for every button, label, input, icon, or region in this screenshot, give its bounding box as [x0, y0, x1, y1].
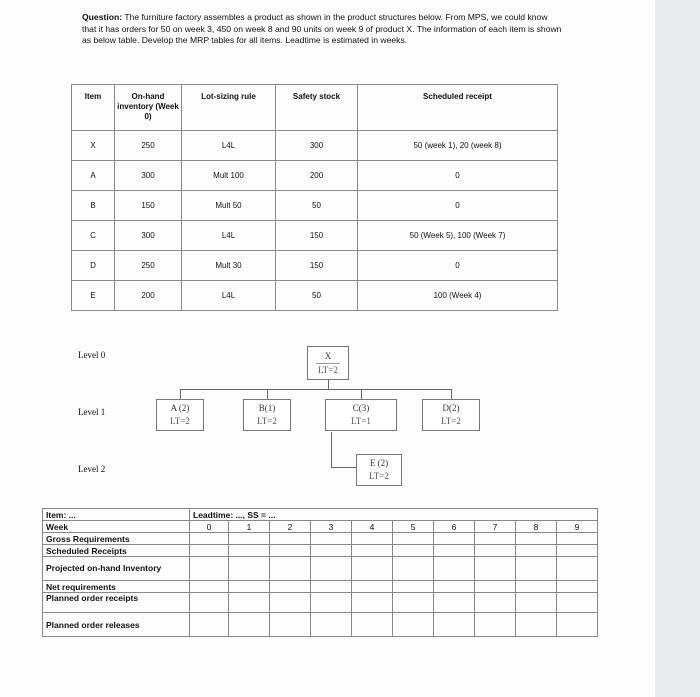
node-leadtime: LT=2 — [170, 416, 190, 426]
level-0-label: Level 0 — [78, 350, 106, 360]
week-number: 8 — [516, 521, 557, 533]
bom-node-b — [243, 399, 291, 431]
mrp-row-label: Scheduled Receipts — [43, 545, 190, 557]
cell-lot: L4L — [182, 281, 276, 311]
cell-ss: 50 — [276, 281, 358, 311]
week-number: 5 — [393, 521, 434, 533]
bom-node-c — [325, 399, 397, 431]
info-row-d — [72, 251, 558, 281]
connector — [267, 389, 268, 399]
header-lot-sizing: Lot-sizing rule — [182, 85, 276, 131]
header-onhand: On-hand inventory (Week 0) — [115, 85, 182, 131]
week-number: 7 — [475, 521, 516, 533]
mrp-row-projected — [43, 557, 598, 581]
cell-sr: 50 (week 1), 20 (week 8) — [358, 131, 558, 161]
info-header-row — [72, 85, 558, 131]
question-label: Question: — [82, 12, 123, 22]
node-leadtime: LT=2 — [257, 416, 277, 426]
cell-lot: Mult 50 — [182, 191, 276, 221]
mrp-row-receipts — [43, 593, 598, 613]
mrp-row-gross — [43, 533, 598, 545]
level-2-label: Level 2 — [78, 464, 106, 474]
connector — [451, 389, 452, 399]
node-leadtime: LT=2 — [441, 416, 461, 426]
info-row-a — [72, 161, 558, 191]
cell-item: D — [72, 251, 115, 281]
cell-item: E — [72, 281, 115, 311]
cell-sr: 100 (Week 4) — [358, 281, 558, 311]
cell-sr: 0 — [358, 191, 558, 221]
node-name: X — [324, 351, 332, 361]
node-name: D(2) — [442, 403, 460, 413]
mrp-row-label: Gross Requirements — [43, 533, 190, 545]
question-text: The furniture factory assembles a product as shown in the product structures below. From MPS, we could know that it has orders for 50 on week 3, 450 on week 8 and 90 units on week 9 of product X. The information of each item is shown as below table. Develop the MRP tables for all items. Leadtime is estimated in weeks. — [82, 12, 562, 45]
cell-onhand: 300 — [115, 161, 182, 191]
info-row-c — [72, 221, 558, 251]
cell-item: A — [72, 161, 115, 191]
item-info-table — [71, 84, 558, 311]
connector — [331, 432, 332, 468]
mrp-row-scheduled — [43, 545, 598, 557]
cell-onhand: 250 — [115, 251, 182, 281]
mrp-row-label: Planned order releases — [43, 613, 190, 637]
cell-onhand: 250 — [115, 131, 182, 161]
cell-item: B — [72, 191, 115, 221]
cell-ss: 300 — [276, 131, 358, 161]
header-scheduled-receipt: Scheduled receipt — [358, 85, 558, 131]
bom-node-x — [307, 346, 349, 380]
connector — [180, 389, 451, 390]
level-1-label: Level 1 — [78, 407, 106, 417]
node-leadtime: LT=1 — [351, 416, 371, 426]
connector — [361, 389, 362, 399]
mrp-leadtime-label: Leadtime: ..., SS = ... — [190, 509, 598, 521]
cell-sr: 0 — [358, 161, 558, 191]
mrp-row-net — [43, 581, 598, 593]
node-leadtime: LT=2 — [369, 471, 389, 481]
cell-item: X — [72, 131, 115, 161]
week-number: 9 — [557, 521, 598, 533]
node-name: C(3) — [352, 403, 370, 413]
mrp-row-label: Planned order receipts — [43, 593, 190, 613]
node-name: E (2) — [369, 458, 389, 468]
mrp-week-row — [43, 521, 598, 533]
info-row-e — [72, 281, 558, 311]
mrp-week-label: Week — [43, 521, 190, 533]
cell-ss: 150 — [276, 251, 358, 281]
cell-sr: 0 — [358, 251, 558, 281]
week-number: 0 — [190, 521, 229, 533]
week-number: 4 — [352, 521, 393, 533]
week-number: 2 — [270, 521, 311, 533]
cell-onhand: 300 — [115, 221, 182, 251]
bom-node-d — [422, 399, 480, 431]
cell-ss: 50 — [276, 191, 358, 221]
mrp-row-releases — [43, 613, 598, 637]
week-number: 6 — [434, 521, 475, 533]
week-number: 1 — [229, 521, 270, 533]
cell-lot: Mult 30 — [182, 251, 276, 281]
bom-node-e — [356, 454, 402, 486]
node-name: B(1) — [258, 403, 276, 413]
week-number: 3 — [311, 521, 352, 533]
cell-item: C — [72, 221, 115, 251]
info-row-b — [72, 191, 558, 221]
cell-ss: 150 — [276, 221, 358, 251]
cell-onhand: 200 — [115, 281, 182, 311]
question-paragraph — [82, 12, 562, 47]
header-safety-stock: Safety stock — [276, 85, 358, 131]
header-item: Item — [72, 85, 115, 131]
bom-node-a — [156, 399, 204, 431]
node-name: A (2) — [170, 403, 190, 413]
mrp-header-row — [43, 509, 598, 521]
cell-lot: Mult 100 — [182, 161, 276, 191]
cell-lot: L4L — [182, 131, 276, 161]
mrp-table — [42, 508, 598, 637]
connector — [328, 380, 329, 389]
cell-lot: L4L — [182, 221, 276, 251]
mrp-row-label: Projected on-hand Inventory — [43, 557, 190, 581]
cell-onhand: 150 — [115, 191, 182, 221]
info-row-x — [72, 131, 558, 161]
cell-ss: 200 — [276, 161, 358, 191]
connector — [180, 389, 181, 399]
cell-sr: 50 (Week 5), 100 (Week 7) — [358, 221, 558, 251]
mrp-item-label: Item: ... — [43, 509, 190, 521]
connector — [331, 467, 356, 468]
node-leadtime: LT=2 — [318, 365, 338, 375]
mrp-row-label: Net requirements — [43, 581, 190, 593]
